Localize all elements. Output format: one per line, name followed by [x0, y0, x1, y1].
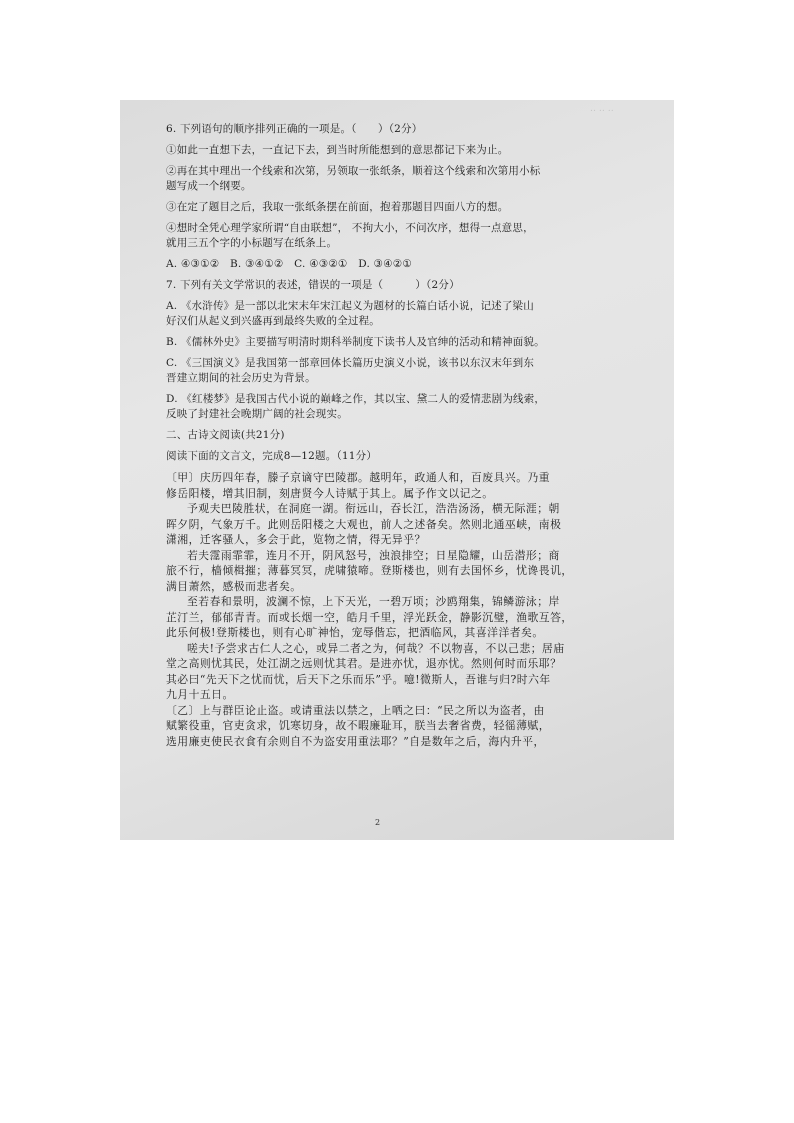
- passage-paragraph: [166, 594, 638, 641]
- item-text-line: ③在定了题目之后，我取一张纸条摆在前面，抱着那题目四面八方的想。: [166, 201, 509, 213]
- question-7-option: [166, 335, 638, 350]
- section-2-instruction: 阅读下面的文言文，完成8—12题。（11分）: [166, 450, 378, 462]
- option-text-line: D. 《红楼梦》是我国古代小说的巅峰之作，其以宝、黛二人的爱情悲剧为线索，: [166, 393, 546, 405]
- page-number: 2: [375, 818, 381, 827]
- question-7-option: [166, 299, 638, 329]
- question-6-item: [166, 221, 638, 251]
- passage-line: 潇湘，迁客骚人，多会于此，览物之情，得无异乎？: [166, 533, 426, 546]
- passage-line: 赋繁役重，官吏贪求，饥寒切身，故不暇廉耻耳，朕当去奢省费，轻徭薄赋，: [166, 719, 551, 732]
- passage-line: 堂之高则忧其民，处江湖之远则忧其君。是进亦忧，退亦忧。然则何时而乐耶？: [166, 657, 562, 670]
- passage-line: 选用廉吏使民衣食有余则自不为盗安用重法耶？”自是数年之后，海内升平，: [166, 734, 545, 748]
- question-7-items: [166, 299, 638, 422]
- passage-line: 修岳阳楼，增其旧制，刻唐贤今人诗赋于其上。属予作文以记之。: [166, 486, 494, 500]
- passage-paragraph: [166, 548, 638, 595]
- option-text-line: B. 《儒林外史》主要描写明清时期科举制度下读书人及官绅的活动和精神面貌。: [166, 336, 545, 348]
- question-6-items: [166, 143, 638, 251]
- question-6-stem: 6. 下列语句的顺序排列正确的一项是。（ ）（2分）: [166, 123, 423, 135]
- bleed-through-text: ‥ ‥ ‥: [590, 104, 614, 114]
- question-6-item: [166, 200, 638, 215]
- question-7-stem: 7. 下列有关文学常识的表述，错误的一项是（ ）（2分）: [166, 279, 460, 291]
- question-6-options: A. ④③①② B. ③④①② C. ④③②① D. ③④②①: [166, 258, 413, 270]
- passage-line: 至若春和景明，波澜不惊，上下天光，一碧万顷；沙鸥翔集，锦鳞游泳；岸: [187, 595, 560, 608]
- option-text-line: 反映了封建社会晚期广阔的社会现实。: [166, 408, 348, 420]
- passage-paragraph: [166, 501, 638, 548]
- question-6: [166, 122, 638, 137]
- passage-line: 予观夫巴陵胜状，在洞庭一湖。衔远山，吞长江，浩浩汤汤，横无际涯；朝: [187, 502, 560, 515]
- option-text-line: 好汉们从起义到兴盛再到最终失败的全过程。: [166, 315, 380, 327]
- scanned-exam-page: [120, 100, 674, 840]
- section-2-title: 二、古诗文阅读(共21分): [166, 429, 285, 441]
- passage-yi: [166, 703, 638, 750]
- option-text-line: A. 《水浒传》是一部以北宋末年宋江起义为题材的长篇白话小说，记述了梁山: [166, 300, 534, 312]
- question-7-option: [166, 392, 638, 422]
- page-content: [166, 122, 638, 749]
- item-text-line: ①如此一直想下去，一直记下去，到当时所能想到的意思都记下来为止。: [166, 144, 509, 156]
- passage-line: 晖夕阴，气象万千。此则岳阳楼之大观也，前人之述备矣。然则北通巫峡，南极: [166, 517, 562, 531]
- passage-line: 九月十五日。: [166, 688, 234, 701]
- option-text-line: 晋建立期间的社会历史为背景。: [166, 372, 316, 384]
- passage-paragraph: [166, 470, 638, 501]
- passage-line: 此乐何极!登斯楼也，则有心旷神怡，宠辱偕忘，把酒临风，其喜洋洋者矣。: [166, 626, 544, 639]
- option-text-line: C. 《三国演义》是我国第一部章回体长篇历史演义小说，该书以东汉末年到东: [166, 357, 535, 369]
- question-6-item: [166, 143, 638, 158]
- passage-line: 其必曰“先天下之忧而忧，后天下之乐而乐”乎。噫!微斯人，吾谁与归?时六年: [166, 672, 551, 686]
- item-text-line: ②再在其中理出一个线索和次第，另领取一张纸条，顺着这个线索和次第用小标: [166, 165, 541, 177]
- question-6-item: [166, 164, 638, 194]
- passage-jia: [166, 470, 638, 703]
- passage-line: 芷汀兰，郁郁青青。而或长烟一空，皓月千里，浮光跃金，静影沉璧，渔歌互答，: [166, 610, 573, 624]
- passage-line: 满目萧然，感极而悲者矣。: [166, 579, 302, 593]
- passage-line: 嗟夫!予尝求古仁人之心，或异二者之为，何哉？不以物喜，不以己悲；居庙: [187, 641, 565, 655]
- passage-line: 〔乙〕上与群臣论止盗。或请重法以禁之，上哂之曰：“民之所以为盗者，由: [166, 703, 545, 717]
- item-text-line: 就用三五个字的小标题写在纸条上。: [166, 237, 338, 249]
- passage-line: 若夫霪雨霏霏，连月不开，阴风怒号，浊浪排空；日星隐耀，山岳潜形；商: [187, 548, 560, 562]
- item-text-line: 题写成一个纲要。: [166, 180, 252, 192]
- passage-line: 〔甲〕庆历四年春，滕子京谪守巴陵郡。越明年，政通人和，百废具兴。乃重: [166, 471, 551, 484]
- passage-line: 旅不行，樯倾楫摧；薄暮冥冥，虎啸猿啼。登斯楼也，则有去国怀乡，忧谗畏讥，: [166, 564, 573, 577]
- question-7-option: [166, 356, 638, 386]
- passage-paragraph: [166, 641, 638, 703]
- item-text-line: ④想时全凭心理学家所谓“自由联想”， 不拘大小，不问次序，想得一点意思，: [166, 222, 534, 234]
